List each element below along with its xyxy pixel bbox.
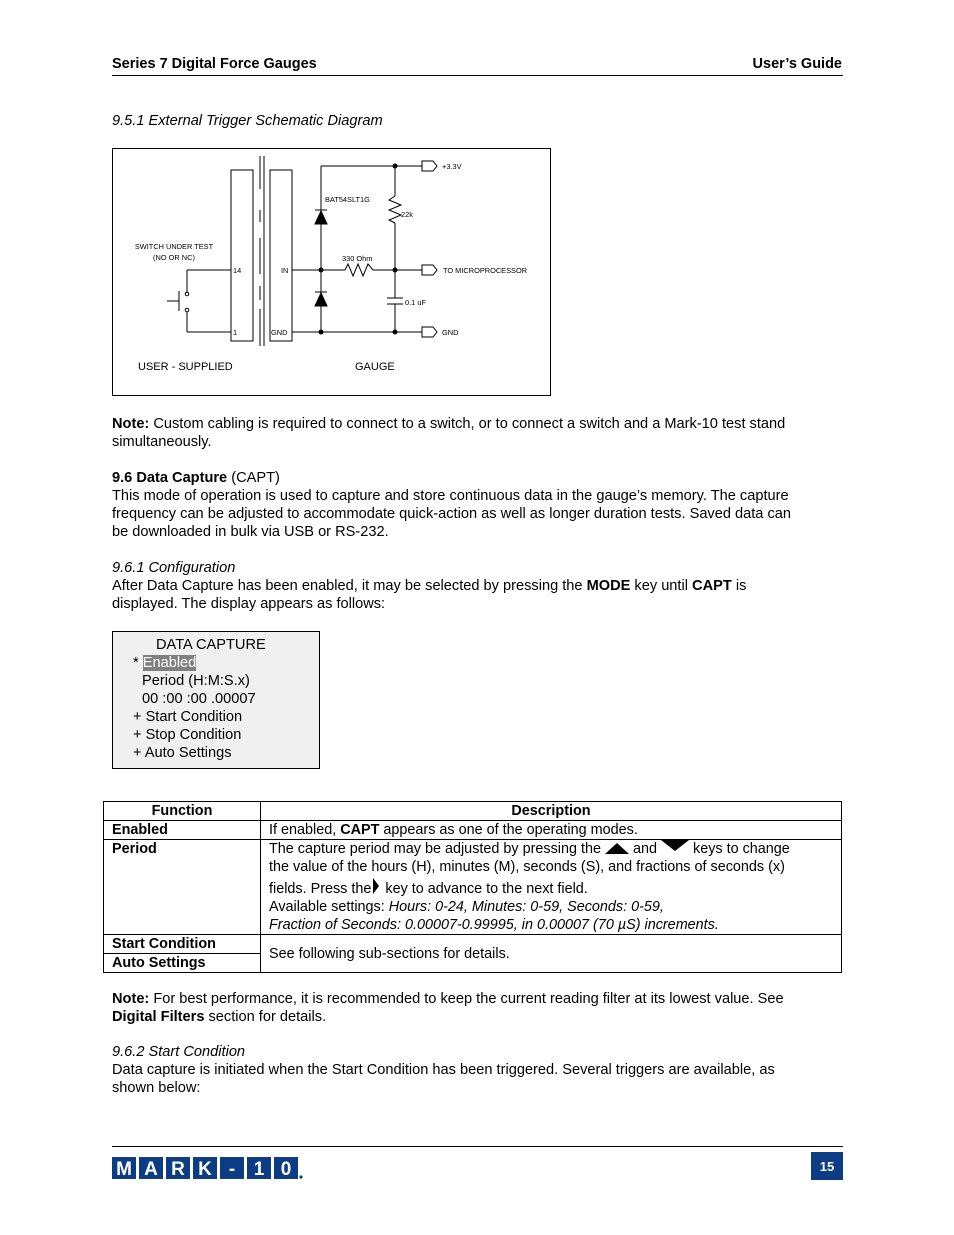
config-text: displayed. The display appears as follows: bbox=[112, 596, 386, 612]
note-text: section for details. bbox=[204, 1009, 327, 1025]
desc-text: key to advance to the next field. bbox=[381, 881, 588, 897]
row-auto-function: Auto Settings bbox=[104, 954, 261, 973]
label-gnd-right: GND bbox=[442, 328, 459, 337]
desc-text: If enabled, bbox=[269, 822, 341, 838]
function-table bbox=[103, 801, 842, 973]
desc-text: Available settings: bbox=[269, 899, 389, 915]
schematic-title: 9.5.1 External Trigger Schematic Diagram bbox=[112, 113, 383, 129]
paragraph-line: shown below: bbox=[112, 1080, 201, 1096]
label-switch-type: (NO OR NC) bbox=[153, 253, 195, 262]
display-start-condition: + Start Condition bbox=[133, 709, 243, 725]
mark10-logo bbox=[112, 1156, 304, 1180]
label-gauge: GAUGE bbox=[355, 361, 395, 373]
display-period-value: 00 :00 :00 .00007 bbox=[142, 691, 256, 707]
desc-text: The capture period may be adjusted by pressing the bbox=[269, 841, 605, 857]
section-title-rest: (CAPT) bbox=[227, 470, 280, 486]
row-period-description bbox=[261, 840, 842, 935]
display-period: Period (H:M:S.x) bbox=[142, 673, 250, 689]
mode-key: MODE bbox=[586, 578, 631, 594]
gauge-connector bbox=[270, 170, 292, 341]
header-rule bbox=[112, 75, 843, 76]
down-arrow-icon bbox=[661, 840, 689, 852]
display-stop-condition: + Stop Condition bbox=[133, 727, 242, 743]
paragraph-line: be downloaded in bulk via USB or RS-232. bbox=[112, 524, 389, 540]
config-text: key until bbox=[630, 578, 693, 594]
label-diode: BAT54SLT1G bbox=[325, 195, 370, 204]
note-label: Note: bbox=[112, 991, 150, 1007]
svg-text:-: - bbox=[228, 1159, 236, 1180]
capt-label: CAPT bbox=[692, 578, 732, 594]
page-number: 15 bbox=[811, 1152, 843, 1180]
footer-rule bbox=[112, 1146, 843, 1147]
svg-text:1: 1 bbox=[253, 1159, 265, 1180]
desc-text: keys to change bbox=[689, 841, 790, 857]
svg-text:R: R bbox=[171, 1159, 185, 1180]
row-enabled-description bbox=[261, 821, 842, 840]
subsection-title: 9.6.1 Configuration bbox=[112, 560, 236, 576]
note-text-1: Custom cabling is required to connect to a switch, or to connect a switch and a Mark-10 test stand bbox=[149, 416, 786, 432]
desc-italic: Fraction of Seconds: 0.00007-0.99995, in 0.00007 (70 µS) increments. bbox=[269, 917, 719, 933]
header-description: Description bbox=[261, 802, 842, 821]
config-text: is bbox=[731, 578, 747, 594]
table-row bbox=[104, 840, 842, 935]
label-3v3: +3.3V bbox=[442, 162, 462, 171]
svg-text:0: 0 bbox=[280, 1159, 292, 1180]
svg-text:K: K bbox=[198, 1159, 212, 1180]
svg-text:M: M bbox=[116, 1159, 132, 1180]
table-row bbox=[104, 821, 842, 840]
row-enabled-function: Enabled bbox=[104, 821, 261, 840]
paragraph-line: Data capture is initiated when the Start Condition has been triggered. Several triggers are available, as bbox=[112, 1062, 775, 1078]
label-pin1: 1 bbox=[233, 328, 238, 337]
right-arrow-icon bbox=[371, 878, 381, 894]
paragraph-line: This mode of operation is used to capture and store continuous data in the gauge’s memory. The capture bbox=[112, 488, 789, 504]
label-to-micro: TO MICROPROCESSOR bbox=[443, 266, 528, 275]
capt-label: CAPT bbox=[340, 822, 380, 838]
display-star: * bbox=[133, 655, 143, 671]
label-user-supplied: USER - SUPPLIED bbox=[138, 361, 233, 373]
label-330ohm: 330 Ohm bbox=[342, 254, 373, 263]
paragraph-line: frequency can be adjusted to accommodate quick-action as well as longer duration tests. Saved data can bbox=[112, 506, 792, 522]
desc-text: and bbox=[628, 841, 661, 857]
display-enabled-row bbox=[133, 655, 196, 671]
display-screen bbox=[112, 631, 320, 769]
row-period-function: Period bbox=[104, 840, 261, 935]
note-text: For best performance, it is recommended to keep the current reading filter at its lowest value. See bbox=[149, 991, 784, 1007]
schematic-diagram bbox=[112, 148, 551, 396]
note-filters bbox=[112, 990, 847, 1026]
display-enabled: Enabled bbox=[142, 655, 197, 671]
display-title: DATA CAPTURE bbox=[156, 637, 266, 653]
note-label: Note: bbox=[112, 416, 150, 432]
header-guide: User’s Guide bbox=[752, 56, 842, 72]
label-switch: SWITCH UNDER TEST bbox=[134, 242, 214, 251]
table-header-row bbox=[104, 802, 842, 821]
digital-filters-link: Digital Filters bbox=[112, 1009, 205, 1025]
desc-italic: Hours: 0-24, Minutes: 0-59, Seconds: 0-59, bbox=[388, 899, 664, 915]
section-title: 9.6 Data Capture bbox=[112, 470, 228, 486]
section-start-condition bbox=[112, 1043, 847, 1097]
header-title: Series 7 Digital Force Gauges bbox=[112, 56, 317, 72]
desc-text: appears as one of the operating modes. bbox=[379, 822, 638, 838]
row-shared-description: See following sub-sections for details. bbox=[261, 935, 842, 973]
label-cap: 0.1 uF bbox=[405, 298, 426, 307]
note-text-2: simultaneously. bbox=[112, 434, 212, 450]
config-text: After Data Capture has been enabled, it may be selected by pressing the bbox=[112, 578, 587, 594]
note-custom-cabling bbox=[112, 415, 847, 451]
label-22k: 22k bbox=[401, 210, 413, 219]
display-auto-settings: + Auto Settings bbox=[133, 745, 232, 761]
section-data-capture bbox=[112, 469, 847, 541]
desc-text: the value of the hours (H), minutes (M), seconds (S), and fractions of seconds (x) bbox=[269, 859, 785, 875]
label-gnd-left: GND bbox=[271, 328, 288, 337]
subsection-title: 9.6.2 Start Condition bbox=[112, 1044, 246, 1060]
label-in: IN bbox=[281, 266, 289, 275]
header-function: Function bbox=[104, 802, 261, 821]
section-configuration bbox=[112, 559, 847, 613]
svg-text:A: A bbox=[144, 1159, 158, 1180]
desc-text: fields. Press the bbox=[269, 881, 372, 897]
table-row bbox=[104, 935, 842, 954]
row-start-function: Start Condition bbox=[104, 935, 261, 954]
label-pin14: 14 bbox=[233, 266, 242, 275]
up-arrow-icon bbox=[605, 842, 629, 854]
